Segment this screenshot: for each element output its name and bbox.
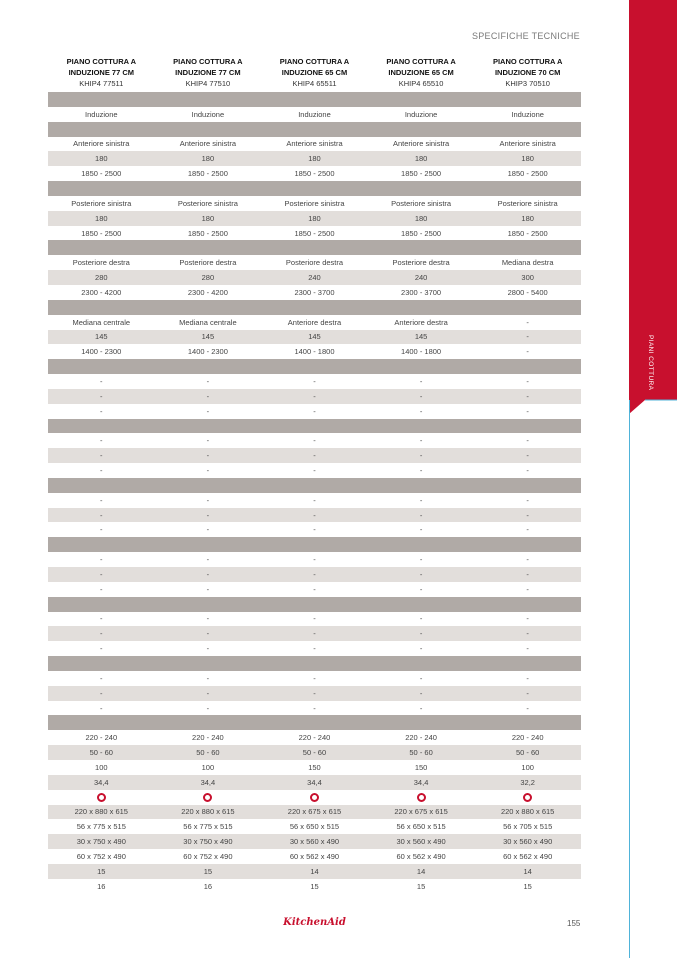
table-cell: 300 [521, 273, 534, 283]
table-row [48, 522, 581, 537]
table-cell: 56 x 775 x 515 [183, 822, 233, 832]
table-row [48, 864, 581, 879]
table-cell: - [100, 391, 103, 401]
table-row [48, 819, 581, 834]
table-row [48, 389, 581, 404]
table-row [48, 567, 581, 582]
table-cell: 180 [201, 213, 215, 223]
table-cell: 1850 - 2500 [81, 228, 122, 238]
table-cell: - [206, 466, 210, 476]
page-number: 155 [567, 919, 581, 928]
table-cell: - [313, 525, 316, 535]
spec-table-header [48, 56, 581, 92]
table-row [48, 315, 581, 330]
table-cell: 240 [414, 273, 428, 283]
indicator-ring-icon [523, 793, 532, 802]
table-cell: Anteriore sinistra [73, 139, 130, 149]
table-cell: - [206, 644, 210, 654]
table-cell: Posteriore sinistra [497, 198, 558, 208]
table-row [48, 196, 581, 211]
table-cell: - [206, 688, 210, 698]
table-cell: - [526, 436, 529, 446]
table-cell: 1850 - 2500 [401, 228, 442, 238]
table-cell: - [526, 332, 529, 342]
indicator-ring-icon [97, 793, 106, 802]
section-separator [48, 92, 581, 107]
table-cell: - [526, 614, 529, 624]
table-cell: - [313, 614, 316, 624]
table-row [48, 404, 581, 419]
section-separator [48, 715, 581, 730]
table-cell: Induzione [191, 109, 225, 119]
table-cell: 180 [201, 154, 215, 164]
table-cell: - [313, 495, 316, 505]
table-cell: 145 [308, 332, 321, 342]
table-cell: 60 x 752 x 490 [76, 851, 126, 861]
table-cell [48, 792, 155, 802]
table-cell: - [100, 406, 103, 416]
table-cell: Mediana centrale [72, 317, 131, 327]
table-cell: - [419, 466, 423, 476]
table-cell: 50 - 60 [515, 748, 540, 758]
table-cell: 1400 - 2300 [81, 347, 122, 357]
product-name-line: INDUZIONE 77 CM [68, 68, 135, 77]
table-row [48, 374, 581, 389]
table-cell: 60 x 562 x 490 [396, 851, 446, 861]
table-cell: - [526, 406, 529, 416]
table-cell: - [419, 644, 423, 654]
table-cell: - [313, 406, 316, 416]
indicator-ring-icon [417, 793, 426, 802]
table-cell: - [206, 703, 210, 713]
table-row [48, 463, 581, 478]
table-row [48, 790, 581, 805]
table-row [48, 166, 581, 181]
table-cell: 1850 - 2500 [401, 169, 442, 179]
product-name-line: PIANO COTTURA A [279, 57, 350, 66]
table-cell: 220 x 675 x 615 [287, 807, 342, 817]
table-cell: 1400 - 1800 [401, 347, 442, 357]
table-cell: 30 x 560 x 490 [396, 837, 446, 847]
section-separator [48, 122, 581, 137]
table-cell: - [206, 436, 210, 446]
table-cell: - [526, 495, 529, 505]
product-name-line: PIANO COTTURA A [66, 57, 137, 66]
table-cell: 56 x 650 x 515 [289, 822, 340, 832]
table-row [48, 344, 581, 359]
table-cell: - [419, 673, 423, 683]
table-cell: Posteriore destra [179, 258, 237, 268]
table-cell [155, 792, 262, 802]
table-cell: 30 x 560 x 490 [289, 837, 340, 847]
table-row [48, 849, 581, 864]
table-cell: - [313, 584, 316, 594]
table-cell: 56 x 775 x 515 [76, 822, 126, 832]
table-cell: - [419, 569, 423, 579]
table-cell: - [100, 555, 103, 565]
table-cell: - [100, 688, 103, 698]
table-cell: - [100, 569, 103, 579]
table-cell: - [526, 584, 529, 594]
table-row [48, 552, 581, 567]
page-section-title: SPECIFICHE TECNICHE [471, 31, 580, 41]
table-cell: - [206, 614, 210, 624]
table-cell: 1850 - 2500 [81, 169, 122, 179]
table-row [48, 211, 581, 226]
table-cell: - [526, 644, 529, 654]
table-cell [474, 792, 581, 802]
product-name-line: PIANO COTTURA A [173, 57, 243, 66]
product-name-line: INDUZIONE 77 CM [175, 68, 241, 77]
table-cell: - [206, 569, 210, 579]
table-cell: - [526, 347, 529, 357]
table-cell: 15 [97, 866, 106, 876]
table-row [48, 508, 581, 523]
table-cell: Induzione [298, 109, 331, 119]
table-cell: - [526, 555, 529, 565]
table-cell: - [526, 391, 529, 401]
section-separator [48, 656, 581, 671]
column-header [261, 56, 368, 92]
model-code: KHIP4 65511 [292, 79, 337, 88]
table-cell: 30 x 560 x 490 [503, 837, 553, 847]
table-cell: 2800 - 5400 [507, 287, 548, 297]
table-cell: - [419, 525, 423, 535]
table-row [48, 330, 581, 345]
table-cell: - [100, 629, 103, 639]
table-cell: 14 [310, 866, 319, 876]
table-cell: 240 [308, 273, 321, 283]
section-separator [48, 359, 581, 374]
table-cell: - [206, 406, 210, 416]
table-row [48, 834, 581, 849]
table-cell [368, 792, 475, 802]
section-separator [48, 537, 581, 552]
table-cell: Posteriore destra [392, 258, 450, 268]
table-cell: - [526, 376, 529, 386]
table-cell: - [419, 495, 423, 505]
table-cell: - [419, 436, 423, 446]
table-cell: 16 [97, 881, 106, 891]
table-cell: 145 [201, 332, 215, 342]
table-cell: - [313, 688, 316, 698]
table-cell: 220 - 240 [298, 733, 331, 743]
table-cell: 15 [416, 881, 426, 891]
indicator-ring-icon [203, 793, 212, 802]
table-cell: - [206, 510, 210, 520]
table-cell: 14 [523, 866, 532, 876]
table-cell: 100 [521, 762, 534, 772]
column-header [368, 56, 475, 92]
table-cell: - [206, 555, 210, 565]
table-cell: 60 x 752 x 490 [183, 851, 233, 861]
table-cell: 1850 - 2500 [294, 169, 335, 179]
table-cell: Induzione [511, 109, 544, 119]
table-cell: - [313, 629, 316, 639]
section-separator [48, 181, 581, 196]
table-cell: Posteriore sinistra [71, 198, 132, 208]
table-cell: - [419, 555, 423, 565]
table-cell: 180 [414, 213, 428, 223]
table-cell: 34,4 [307, 777, 322, 787]
table-cell: - [313, 510, 316, 520]
table-cell: - [419, 391, 423, 401]
table-cell: 180 [95, 154, 108, 164]
table-cell: - [206, 451, 210, 461]
table-cell: - [526, 317, 529, 327]
table-cell: Posteriore sinistra [177, 198, 238, 208]
product-name-line: INDUZIONE 70 CM [494, 68, 561, 77]
table-cell: - [100, 436, 103, 446]
table-cell: 100 [95, 762, 108, 772]
table-cell: 2300 - 4200 [187, 287, 228, 297]
table-cell: - [526, 673, 529, 683]
table-cell: - [526, 510, 529, 520]
table-cell: - [313, 644, 316, 654]
column-header [48, 56, 155, 92]
section-separator [48, 597, 581, 612]
table-cell: - [419, 510, 423, 520]
table-cell: - [100, 376, 103, 386]
table-cell: - [419, 688, 423, 698]
section-separator [48, 419, 581, 434]
table-cell: - [419, 703, 423, 713]
table-row [48, 493, 581, 508]
table-cell: - [419, 376, 423, 386]
table-cell: 180 [521, 154, 534, 164]
table-cell: 1850 - 2500 [187, 228, 228, 238]
table-cell: 15 [523, 881, 532, 891]
table-cell: - [100, 644, 103, 654]
table-row [48, 626, 581, 641]
table-cell: 60 x 562 x 490 [289, 851, 340, 861]
table-cell: 280 [201, 273, 215, 283]
table-cell: 180 [95, 213, 108, 223]
table-cell: Posteriore destra [285, 258, 344, 268]
sidebar-accent-line [629, 400, 630, 958]
table-row [48, 730, 581, 745]
table-cell: 2300 - 3700 [294, 287, 335, 297]
table-cell: 32,2 [520, 777, 535, 787]
table-cell: Posteriore sinistra [391, 198, 452, 208]
table-cell: 150 [308, 762, 321, 772]
table-cell: - [206, 673, 210, 683]
table-row [48, 151, 581, 166]
brand-logo: KitchenAid [283, 917, 346, 928]
table-row [48, 255, 581, 270]
table-cell: 34,4 [93, 777, 109, 787]
table-cell: 220 - 240 [405, 733, 437, 743]
table-cell: 220 - 240 [85, 733, 118, 743]
table-cell: - [313, 376, 316, 386]
table-cell: - [100, 673, 103, 683]
table-row [48, 226, 581, 241]
section-separator [48, 300, 581, 315]
table-cell: 50 - 60 [409, 748, 433, 758]
table-cell: 1400 - 1800 [294, 347, 335, 357]
table-cell: 180 [308, 213, 321, 223]
table-cell: 15 [310, 881, 319, 891]
table-cell: 56 x 650 x 515 [396, 822, 446, 832]
indicator-ring-icon [310, 793, 319, 802]
product-name-line: PIANO COTTURA A [492, 57, 563, 66]
table-cell: Posteriore sinistra [284, 198, 345, 208]
table-row [48, 671, 581, 686]
table-cell: 145 [95, 332, 108, 342]
table-cell: 280 [95, 273, 108, 283]
table-cell: Induzione [404, 109, 438, 119]
sidebar-tab-notch [629, 398, 677, 414]
table-cell: - [313, 569, 316, 579]
table-cell: Anteriore destra [394, 317, 448, 327]
table-row [48, 879, 581, 894]
table-row [48, 270, 581, 285]
table-cell: 2300 - 3700 [401, 287, 442, 297]
table-cell: - [313, 436, 316, 446]
table-cell: Anteriore sinistra [286, 139, 343, 149]
table-cell: Mediana destra [501, 258, 554, 268]
table-row [48, 433, 581, 448]
table-row [48, 448, 581, 463]
table-row [48, 612, 581, 627]
table-cell: Anteriore sinistra [499, 139, 556, 149]
table-row [48, 805, 581, 820]
table-cell: - [313, 673, 316, 683]
spec-table-body [48, 92, 581, 894]
table-cell: - [526, 688, 529, 698]
table-cell: - [206, 495, 210, 505]
table-cell: 50 - 60 [89, 748, 113, 758]
table-cell: - [206, 391, 210, 401]
table-cell: - [100, 525, 103, 535]
model-code: KHIP4 77511 [79, 79, 124, 88]
table-cell: - [100, 495, 103, 505]
table-cell: 220 - 240 [192, 733, 224, 743]
table-cell: 180 [308, 154, 321, 164]
table-cell: 16 [203, 881, 213, 891]
table-cell: - [526, 466, 529, 476]
table-cell: - [313, 451, 316, 461]
section-separator [48, 478, 581, 493]
table-cell: - [419, 629, 423, 639]
model-code: KHIP4 77510 [185, 79, 231, 88]
table-cell: 1850 - 2500 [294, 228, 335, 238]
product-name-line: INDUZIONE 65 CM [281, 68, 348, 77]
table-row [48, 760, 581, 775]
table-cell: - [100, 466, 103, 476]
table-cell: - [206, 525, 210, 535]
table-cell: 220 x 675 x 615 [394, 807, 448, 817]
column-header [474, 56, 581, 92]
product-name-line: INDUZIONE 65 CM [388, 68, 454, 77]
table-cell: - [419, 614, 423, 624]
model-code: KHIP3 70510 [505, 79, 550, 88]
table-cell: - [419, 451, 423, 461]
table-cell: Induzione [85, 109, 118, 119]
table-cell: 100 [201, 762, 215, 772]
table-cell: - [313, 391, 316, 401]
model-code: KHIP4 65510 [398, 79, 444, 88]
table-cell: 150 [414, 762, 428, 772]
table-cell: 50 - 60 [196, 748, 220, 758]
table-cell: - [419, 406, 423, 416]
table-cell: 14 [416, 866, 426, 876]
table-cell: - [100, 703, 103, 713]
table-cell: 145 [414, 332, 428, 342]
table-cell: 15 [203, 866, 213, 876]
table-cell: - [206, 629, 210, 639]
table-cell: 220 x 880 x 615 [181, 807, 235, 817]
table-cell: - [526, 451, 529, 461]
table-cell: 180 [521, 213, 534, 223]
table-row [48, 775, 581, 790]
table-cell: - [313, 703, 316, 713]
table-row [48, 686, 581, 701]
column-header [155, 56, 262, 92]
table-cell: - [206, 376, 210, 386]
table-cell: 220 x 880 x 615 [74, 807, 128, 817]
table-cell: - [526, 525, 529, 535]
table-cell: - [419, 584, 423, 594]
table-cell: 1850 - 2500 [507, 169, 548, 179]
table-cell: Mediana centrale [179, 317, 237, 327]
table-cell: Posteriore destra [72, 258, 130, 268]
table-cell: - [313, 555, 316, 565]
table-cell: - [526, 629, 529, 639]
table-cell: - [313, 466, 316, 476]
sidebar-label: PIANI COTTURA [647, 335, 654, 391]
table-cell: Anteriore sinistra [179, 139, 237, 149]
table-cell: 1850 - 2500 [187, 169, 228, 179]
table-row [48, 285, 581, 300]
table-cell: 30 x 750 x 490 [76, 837, 126, 847]
table-cell: - [526, 703, 529, 713]
table-cell: 56 x 705 x 515 [503, 822, 553, 832]
table-cell: 220 x 880 x 615 [500, 807, 555, 817]
table-cell: - [100, 510, 103, 520]
table-row [48, 641, 581, 656]
table-cell: 2300 - 4200 [81, 287, 122, 297]
table-row [48, 701, 581, 716]
table-cell: 50 - 60 [302, 748, 327, 758]
table-cell: - [100, 584, 103, 594]
table-cell: - [526, 569, 529, 579]
table-row [48, 137, 581, 152]
table-row [48, 107, 581, 122]
section-separator [48, 240, 581, 255]
table-cell: 1850 - 2500 [507, 228, 548, 238]
table-row [48, 582, 581, 597]
spec-table [48, 56, 581, 894]
table-cell: Anteriore destra [287, 317, 342, 327]
table-cell: - [100, 451, 103, 461]
table-row [48, 745, 581, 760]
table-cell: 34,4 [413, 777, 429, 787]
table-cell: 30 x 750 x 490 [183, 837, 233, 847]
table-cell: 60 x 562 x 490 [503, 851, 553, 861]
table-cell: - [206, 584, 210, 594]
table-cell: - [100, 614, 103, 624]
table-cell: Anteriore sinistra [392, 139, 450, 149]
table-cell: 1400 - 2300 [187, 347, 228, 357]
table-cell: 180 [414, 154, 428, 164]
product-name-line: PIANO COTTURA A [386, 57, 456, 66]
table-cell [261, 792, 368, 802]
table-cell: 34,4 [200, 777, 216, 787]
table-cell: 220 - 240 [511, 733, 544, 743]
